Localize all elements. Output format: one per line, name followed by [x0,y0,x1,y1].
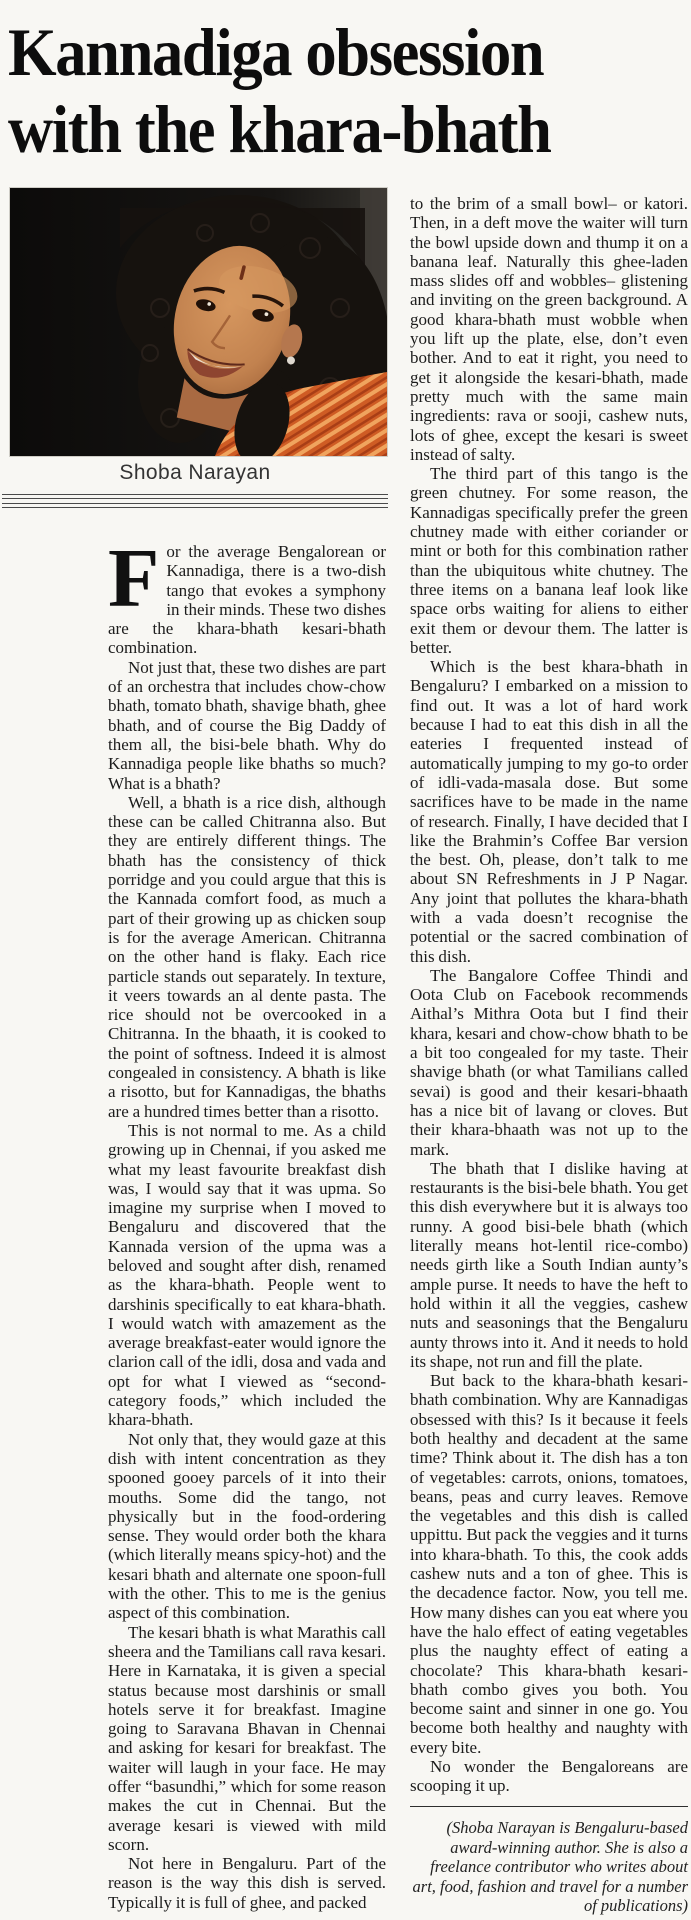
opening-text: or the average Bengalorean or Kannadiga, there is a two-dish tango that evokes a symphony in their minds. These two dishes are the khara-bhath kesari-bhath combination. [108,542,386,658]
author-photo-illustration [10,188,387,456]
article-paragraph: The kesari bhath is what Marathis call sheera and the Tamilians call rava kesari. Here in Karnataka, it is given a special status because most darshinis or small hotels serve it for breakfast. Imagine going to Saravana Bhavan in Chennai and asking for kesari for breakfast. The waiter will laugh in your face. He may offer “basundhi,” which for some reason makes the cut in Chennai. But the average kesari is viewed with mild scorn. [108,1622,386,1854]
author-bio: (Shoba Narayan is Bengaluru-based award-winning author. She is also a freelance contributor who writes about art, food, fashion and travel for a number of publications) [410,1806,688,1916]
article-paragraph: No wonder the Bengaloreans are scooping it up. [410,1757,688,1796]
article-paragraph: This is not normal to me. As a child growing up in Chennai, if you asked me what my least favourite breakfast dish was, I would say that it was upma. So imagine my surprise when I moved to Bengaluru and discovered that the Kannada version of the upma was a beloved and sought after dish, renamed as the khara-bhath. People went to darshinis specifically to eat khara-bhath. I would watch with amazement as the average breakfast-eater would ignore the clarion call of the idli, dosa and vada and opt for what I viewed as “second-category foods,” which included the khara-bhath. [108,1120,386,1430]
article-paragraph: Not only that, they would gaze at this dish with intent concentration as they spooned gooey parcels of it into their mouths. Some did the tango, not physically but in the food-ordering sense. They would order both the khara (which literally means spicy-hot) and the kesari bhath and alternate one spoon-full with the other. This to me is the genius aspect of this combination. [108,1429,386,1623]
article-paragraph: Not here in Bengaluru. Part of the reason is the way this dish is served. Typically it is full of ghee, and packed [108,1854,386,1912]
article-paragraph: The third part of this tango is the green chutney. For some reason, the Kannadigas specifically prefer the green chutney made with either coriander or mint or both for this combination rather than the ubiquitous white chutney. The three items on a banana leaf look like space orbs waiting for aliens to either exit them or devour them. The latter is better. [410,464,688,657]
article-column-left [108,542,386,1920]
article-paragraph: But back to the khara-bhath kesari-bhath combination. Why are Kannadigas obsessed with this? Is it because it feels both healthy and decadent at the same time? Think about it. The dish has a ton of vegetables: carrots, onions, tomatoes, beans, peas and curry leaves. Remove the vegetables and this dish is called uppittu. But pack the veggies and it turns into khara-bhath. To this, the cook adds cashew nuts and a ton of ghee. This is the decadence factor. Now, you tell me. How many dishes can you eat where you have the halo effect of eating vegetables plus the naughty effect of eating a chocolate? This khara-bhath kesari-bhath combo gives you both. You become saint and sinner in one go. You become both healthy and naughty with every bite. [410,1371,688,1757]
drop-cap: F [108,542,160,625]
article-paragraph: Not just that, these two dishes are part of an orchestra that includes chow-chow bhath, tomato bhath, shavige bhath, ghee bhath, and of course the Big Daddy of them all, the bisi-bele bhath. Why do Kannadiga people like bhaths so much? What is a bhath? [108,657,386,793]
article-paragraph: to the brim of a small bowl– or katori. Then, in a deft move the waiter will turn the bowl upside down and thump it on a banana leaf. Naturally this ghee-laden mass slides off and wobbles– glistening and inviting on the green background. A good khara-bhath must wobble when you lift up the plate, else, don’t even bother. And to eat it right, you need to get it alongside the kesari-bhath, made pretty much with the same main ingredients: rava or sooji, cashew nuts, lots of ghee, except the kesari is sweet instead of salty. [410,194,688,464]
byline-rules [2,494,388,512]
headline-line-2: with the khara-bhath [8,91,551,167]
byline-rule-bottom [2,503,388,508]
article-headline [8,14,634,168]
article-paragraph-opening [108,542,386,658]
headline-line-1: Kannadiga obsession [8,14,544,90]
byline: Shoba Narayan [119,461,271,484]
article-paragraph: The bhath that I dislike having at restaurants is the bisi-bele bhath. You get this dish everywhere but it is always too runny. A good bisi-bele bhath (which literally means hot-lentil rice-combo) needs girth like a South Indian aunty’s ample purse. It needs to have the heft to hold within it all the veggies, cashew nuts and seasonings that the Bengaluru aunty throws into it. And it needs to hold its shape, not run and fill the plate. [410,1158,688,1371]
byline-rule-top [2,494,388,499]
article-paragraph: Which is the best khara-bhath in Bengaluru? I embarked on a mission to find out. It was a lot of hard work because I had to eat this dish in all the eateries I frequented instead of automatically jumping to my go-to order of idli-vada-masala dose. But some sacrifices have to be made in the name of research. Finally, I have decided that I like the Brahmin’s Coffee Bar version the best. Oh, please, don’t talk to me about SN Refreshments in J P Nagar. Any joint that pollutes the khara-bhath with a vada doesn’t recognise the potential or the sacred combination of this dish. [410,657,688,966]
article-paragraph: Well, a bhath is a rice dish, although these can be called Chitranna also. But they are entirely different things. The bhath has the consistency of thick porridge and you could argue that this is the Kannada comfort food, as much a part of their growing up as chicken soup is for the average American. Chitranna on the other hand is flaky. Each rice particle stands out separately. In texture, it veers towards an al dente pasta. The rice should not be overcooked in a Chitranna. In the bhaath, it is cooked to the point of softness. Indeed it is almost congealed in consistency. A bhath is like a risotto, but for Kannadigas, the bhaths are a hundred times better than a risotto. [108,792,386,1121]
author-photo [10,188,387,456]
article-column-right [410,194,688,1800]
article-paragraph: The Bangalore Coffee Thindi and Oota Club on Facebook recommends Aithal’s Mithra Oota but I find their khara, kesari and chow-chow bhath to be a bit too congealed for my taste. Their shavige bhath (or what Tamilians called sevai) is good and their kesari-bhaath has a nice bit of lavang or cloves. But their khara-bhaath was not up to the mark. [410,965,688,1159]
